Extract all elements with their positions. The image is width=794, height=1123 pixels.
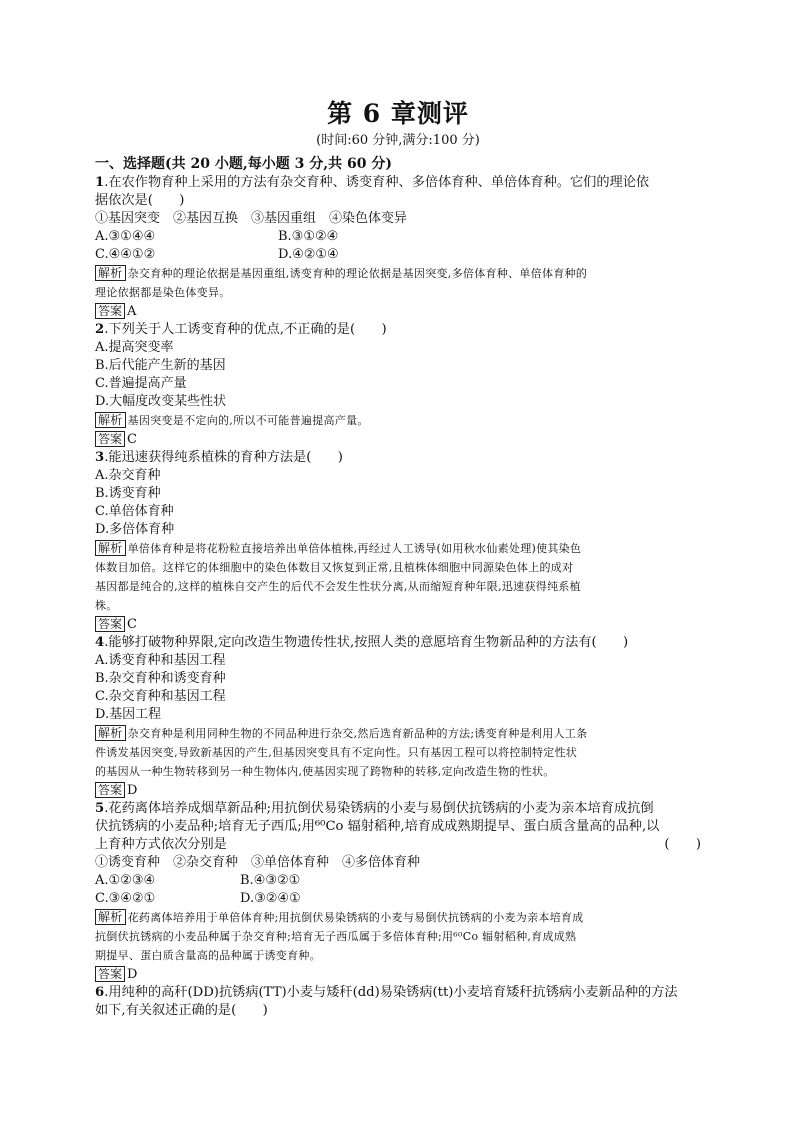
question-stem: 能迅速获得纯系植株的育种方法是( ) bbox=[108, 450, 343, 465]
answer-value: A bbox=[127, 304, 137, 319]
question-4: 4.能够打破物种界限,定向改造生物遗传性状,按照人类的意愿培育生物新品种的方法有( ) A.诱变育种和基因工程 B.杂交育种和诱变育种 C.杂交育种和基因工程 D.基因工程 解析 杂交育种是利用同种生物的不同品种进行杂交,然后选育新品种的方法;诱变育种是利用人工条 件诱发基因突变,导致新基因的产生,但基因突变具有不定向性。只有基因工程可以将控制特定性状 的基因从一种生物转移到另一种生物体内,使基因实现了跨物种的转移,定向改造生物的性状。 答案 D bbox=[95, 634, 701, 800]
question-items: ①基因突变 ②基因互换 ③基因重组 ④染色体变异 bbox=[95, 211, 408, 226]
analysis-tag: 解析 bbox=[95, 540, 126, 556]
analysis-text-cont: 基因都是纯合的,这样的植株自交产生的后代不会发生性状分离,从而缩短育种年限,迅速获得纯系植 bbox=[95, 580, 581, 593]
option-c: C.③④②① bbox=[95, 891, 156, 906]
options-row bbox=[95, 890, 701, 908]
question-3: 3.能迅速获得纯系植株的育种方法是( ) A.杂交育种 B.诱变育种 C.单倍体育种 D.多倍体育种 解析 单倍体育种是将花粉粒直接培养出单倍体植株,再经过人工诱导(如用秋水仙素处理)使其染色 体数目加倍。这样它的体细胞中的染色体数目又恢复到正常,且植株体细胞中同源染色体上的成对 基因都是纯合的,这样的植株自交产生的后代不会发生性状分离,从而缩短育种年限,迅速获得纯系植 株。 答案 C bbox=[95, 449, 701, 634]
analysis-text: 基因突变是不定向的,所以不可能普遍提高产量。 bbox=[127, 414, 369, 427]
option-b: B.④③②① bbox=[240, 873, 301, 888]
option-a: A.提高突变率 bbox=[95, 340, 174, 355]
option-d: D.③②④① bbox=[240, 891, 301, 906]
option-d: D.大幅度改变某些性状 bbox=[95, 394, 227, 409]
question-stem-cont: 据依次是( ) bbox=[95, 193, 185, 208]
analysis-tag: 解析 bbox=[95, 909, 126, 925]
answer-tag: 答案 bbox=[95, 966, 125, 982]
options-row bbox=[95, 872, 701, 890]
answer-tag: 答案 bbox=[95, 431, 125, 447]
question-items: ①诱变育种 ②杂交育种 ③单倍体育种 ④多倍体育种 bbox=[95, 855, 421, 870]
analysis-text-cont: 的基因从一种生物转移到另一种生物体内,使基因实现了跨物种的转移,定向改造生物的性状。 bbox=[95, 765, 555, 778]
analysis-text: 单倍体育种是将花粉粒直接培养出单倍体植株,再经过人工诱导(如用秋水仙素处理)使其染色 bbox=[127, 542, 582, 555]
analysis-tag: 解析 bbox=[95, 725, 126, 741]
option-b: B.杂交育种和诱变育种 bbox=[95, 671, 226, 686]
question-number: 5 bbox=[95, 801, 105, 816]
option-a: A.③①④④ bbox=[95, 229, 156, 244]
option-c: C.④④①② bbox=[95, 247, 156, 262]
analysis-tag: 解析 bbox=[95, 412, 126, 428]
question-stem-cont: 如下,有关叙述正确的是( ) bbox=[95, 1003, 268, 1018]
question-5: 5.花药离体培养成烟草新品种;用抗倒伏易染锈病的小麦与易倒伏抗锈病的小麦为亲本培育成抗倒 伏抗锈病的小麦品种;培育无子西瓜;用⁶⁰Co 辐射稻种,培育成成熟期提早、蛋白质含量高的品种,以 上育种方式依次分别是 ( ) ①诱变育种 ②杂交育种 ③单倍体育种 ④多倍体育种 A.①②③④ B.④③②① C.③④②① D.③②④① 解析 花药离体培养用于单倍体育种;用抗倒伏易染锈病的小麦与易倒伏抗锈病的小麦为亲本培育成 抗倒伏抗锈病的小麦品种属于杂交育种;培育无子西瓜属于多倍体育种;用⁶⁰Co 辐射稻种,育成成熟 期提早、蛋白质含量高的品种属于诱变育种。 答案 D bbox=[95, 801, 701, 982]
analysis-text-cont: 期提早、蛋白质含量高的品种属于诱变育种。 bbox=[95, 949, 321, 962]
answer-tag: 答案 bbox=[95, 782, 125, 798]
page-subtitle: (时间:60 分钟,满分:100 分) bbox=[316, 133, 480, 148]
page-title: 第 6 章测评 bbox=[327, 99, 469, 128]
option-d: D.④②①④ bbox=[278, 247, 339, 262]
option-c: C.单倍体育种 bbox=[95, 504, 174, 519]
question-number: 1 bbox=[95, 175, 105, 190]
answer-value: C bbox=[127, 617, 137, 632]
analysis-text-cont: 理论依据都是染色体变异。 bbox=[95, 286, 231, 299]
question-stem: 能够打破物种界限,定向改造生物遗传性状,按照人类的意愿培育生物新品种的方法有( ) bbox=[108, 635, 629, 650]
option-c: C.杂交育种和基因工程 bbox=[95, 689, 226, 704]
answer-value: C bbox=[127, 432, 137, 447]
answer-value: D bbox=[127, 783, 138, 798]
options-row bbox=[95, 228, 701, 246]
option-c: C.普遍提高产量 bbox=[95, 376, 187, 391]
question-stem: 下列关于人工诱变育种的优点,不正确的是( ) bbox=[108, 322, 387, 337]
answer-value: D bbox=[127, 967, 138, 982]
option-b: B.诱变育种 bbox=[95, 486, 161, 501]
options-row bbox=[95, 246, 701, 264]
option-a: A.诱变育种和基因工程 bbox=[95, 653, 226, 668]
content bbox=[95, 96, 701, 1020]
option-d: D.基因工程 bbox=[95, 707, 162, 722]
question-1: 1.在农作物育种上采用的方法有杂交育种、诱变育种、多倍体育种、单倍体育种。它们的理论依 据依次是( ) ①基因突变 ②基因互换 ③基因重组 ④染色体变异 A.③①④④ B.③①②④ C.④④①② D.④②①④ 解析 杂交育种的理论依据是基因重组,诱变育种的理论依据是基因突变,多倍体育种、单倍体育种的 理论依据都是染色体变异。 答案 A bbox=[95, 174, 701, 321]
option-a: A.杂交育种 bbox=[95, 468, 161, 483]
analysis-text-cont: 抗倒伏抗锈病的小麦品种属于杂交育种;培育无子西瓜属于多倍体育种;用⁶⁰Co 辐射稻种,育成成熟 bbox=[95, 930, 577, 943]
question-number: 4 bbox=[95, 635, 105, 650]
question-stem: 花药离体培养成烟草新品种;用抗倒伏易染锈病的小麦与易倒伏抗锈病的小麦为亲本培育成抗倒 bbox=[108, 801, 654, 816]
analysis-text: 杂交育种是利用同种生物的不同品种进行杂交,然后选育新品种的方法;诱变育种是利用人工条 bbox=[127, 727, 588, 740]
question-number: 2 bbox=[95, 322, 105, 337]
question-stem-cont: 伏抗锈病的小麦品种;培育无子西瓜;用⁶⁰Co 辐射稻种,培育成成熟期提早、蛋白质含量高的品种,以 bbox=[95, 819, 660, 834]
answer-tag: 答案 bbox=[95, 616, 125, 632]
analysis-text-cont: 件诱发基因突变,导致新基因的产生,但基因突变具有不定向性。只有基因工程可以将控制特定性状 bbox=[95, 746, 578, 759]
question-stem-cont: 上育种方式依次分别是 bbox=[95, 837, 227, 852]
analysis-text: 杂交育种的理论依据是基因重组,诱变育种的理论依据是基因突变,多倍体育种、单倍体育种的 bbox=[127, 267, 588, 280]
option-a: A.①②③④ bbox=[95, 873, 156, 888]
option-d: D.多倍体育种 bbox=[95, 522, 175, 537]
question-number: 6 bbox=[95, 985, 105, 1000]
analysis-tag: 解析 bbox=[95, 265, 126, 281]
question-stem: 在农作物育种上采用的方法有杂交育种、诱变育种、多倍体育种、单倍体育种。它们的理论依 bbox=[108, 175, 650, 190]
analysis-text-cont: 株。 bbox=[95, 599, 118, 612]
analysis-text: 花药离体培养用于单倍体育种;用抗倒伏易染锈病的小麦与易倒伏抗锈病的小麦为亲本培育成 bbox=[127, 911, 584, 924]
answer-blank: ( ) bbox=[664, 837, 701, 852]
option-b: B.③①②④ bbox=[278, 229, 339, 244]
answer-tag: 答案 bbox=[95, 303, 125, 319]
analysis-text-cont: 体数目加倍。这样它的体细胞中的染色体数目又恢复到正常,且植株体细胞中同源染色体上的成对 bbox=[95, 561, 574, 574]
question-6: 6.用纯种的高秆(DD)抗锈病(TT)小麦与矮秆(dd)易染锈病(tt)小麦培育矮秆抗锈病小麦新品种的方法 如下,有关叙述正确的是( ) bbox=[95, 984, 701, 1020]
option-b: B.后代能产生新的基因 bbox=[95, 358, 226, 373]
section-heading: 一、选择题(共 20 小题,每小题 3 分,共 60 分) bbox=[95, 156, 392, 172]
question-stem: 用纯种的高秆(DD)抗锈病(TT)小麦与矮秆(dd)易染锈病(tt)小麦培育矮秆抗锈病小麦新品种的方法 bbox=[108, 985, 678, 1000]
question-2: 2.下列关于人工诱变育种的优点,不正确的是( ) A.提高突变率 B.后代能产生新的基因 C.普遍提高产量 D.大幅度改变某些性状 解析 基因突变是不定向的,所以不可能普遍提高产量。 答案 C bbox=[95, 321, 701, 449]
question-number: 3 bbox=[95, 450, 105, 465]
